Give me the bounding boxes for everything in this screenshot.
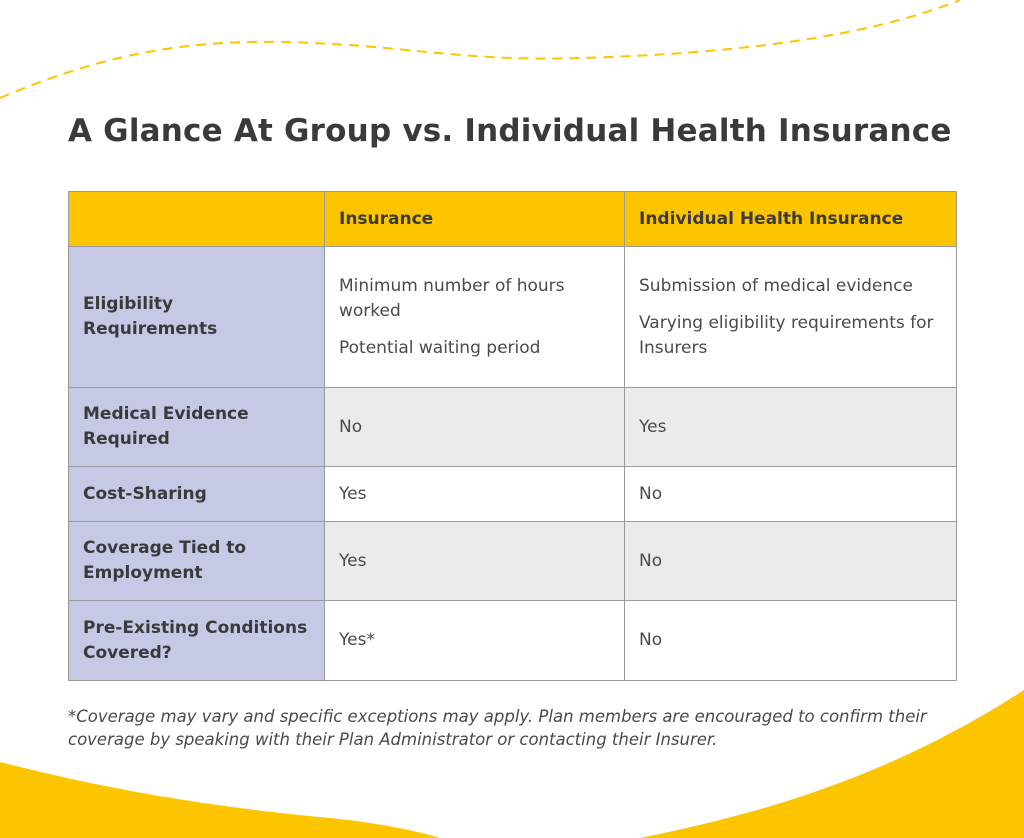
row-label: Pre-Existing Conditions Covered? [69, 601, 325, 681]
table-row [69, 601, 957, 681]
group-cell: Yes* [325, 601, 625, 681]
individual-cell [625, 247, 957, 388]
row-label: Eligibility Requirements [69, 247, 325, 388]
individual-cell: No [625, 522, 957, 601]
header-individual-insurance: Individual Health Insurance [625, 192, 957, 247]
page-title: A Glance At Group vs. Individual Health Insurance [68, 113, 952, 149]
individual-cell: No [625, 601, 957, 681]
header-empty-cell [69, 192, 325, 247]
cell-text: Varying eligibility requirements for Insurers [639, 312, 934, 358]
cell-text: Minimum number of hours worked [339, 275, 565, 321]
table-row [69, 467, 957, 522]
footnote: *Coverage may vary and specific exceptions may apply. Plan members are encouraged to confirm their coverage by speaking with their Plan Administrator or contacting their Insurer. [68, 707, 927, 749]
table-row [69, 247, 957, 388]
group-cell [325, 247, 625, 388]
row-label: Coverage Tied to Employment [69, 522, 325, 601]
row-label: Cost-Sharing [69, 467, 325, 522]
individual-cell: No [625, 467, 957, 522]
table-row [69, 522, 957, 601]
yellow-wave-bottom [0, 762, 440, 838]
table-header-row [69, 192, 957, 247]
cell-text: Submission of medical evidence [639, 275, 913, 296]
table-row [69, 388, 957, 467]
dashed-wave-line [0, 0, 960, 98]
group-cell: No [325, 388, 625, 467]
individual-cell: Yes [625, 388, 957, 467]
row-label: Medical Evidence Required [69, 388, 325, 467]
header-group-insurance: Insurance [325, 192, 625, 247]
cell-text: Potential waiting period [339, 337, 541, 358]
group-cell: Yes [325, 467, 625, 522]
group-cell: Yes [325, 522, 625, 601]
comparison-table [68, 191, 957, 681]
